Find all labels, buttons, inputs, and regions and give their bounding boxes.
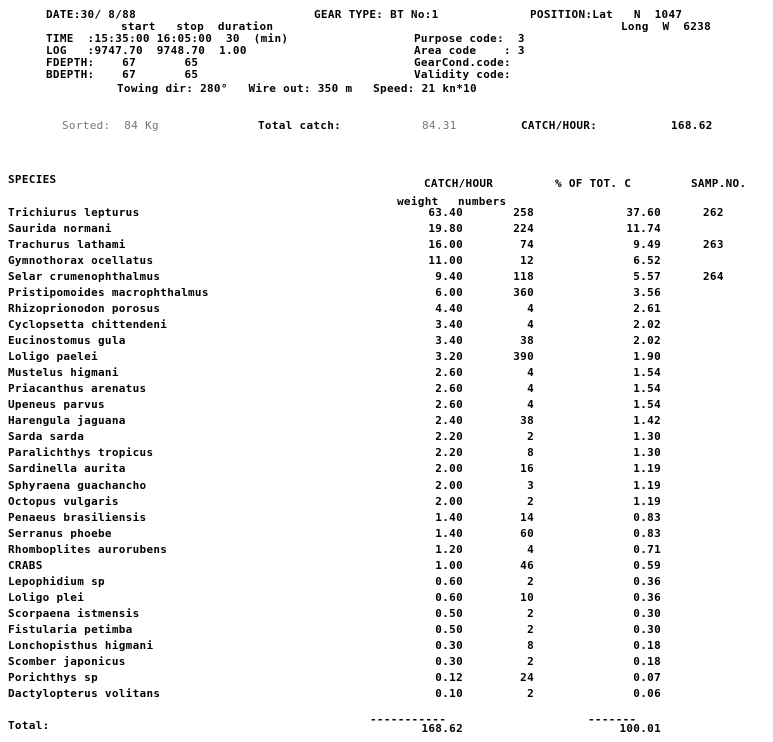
sorted-field: Sorted: 84 Kg (62, 119, 159, 132)
numbers-value: 8 (527, 446, 534, 459)
percent-value: 1.30 (633, 430, 661, 443)
percent-value: 0.06 (633, 687, 661, 700)
species-name: Trachurus lathami (8, 238, 126, 251)
weight-value: 4.40 (435, 302, 463, 315)
percent-value: 0.83 (633, 527, 661, 540)
numbers-value: 2 (527, 607, 534, 620)
numbers-value: 46 (520, 559, 534, 572)
species-name: Fistularia petimba (8, 623, 133, 636)
weight-value: 11.00 (428, 254, 463, 267)
weight-value: 0.10 (435, 687, 463, 700)
species-column-heading: SPECIES (8, 173, 57, 186)
numbers-value: 4 (527, 318, 534, 331)
weight-value: 6.00 (435, 286, 463, 299)
weight-value: 3.40 (435, 334, 463, 347)
species-name: Trichiurus lepturus (8, 206, 140, 219)
percent-value: 11.74 (626, 222, 661, 235)
species-name: Lonchopisthus higmani (8, 639, 154, 652)
weight-value: 1.40 (435, 511, 463, 524)
sample-number-heading: SAMP.NO. (691, 177, 747, 190)
catch-per-hour-heading: CATCH/HOUR (424, 177, 494, 190)
numbers-value: 16 (520, 462, 534, 475)
species-name: Paralichthys tropicus (8, 446, 154, 459)
numbers-value: 12 (520, 254, 534, 267)
log-row: LOG :9747.70 9748.70 1.00 (46, 44, 247, 57)
species-name: Pristipomoides macrophthalmus (8, 286, 209, 299)
gear-type-field: GEAR TYPE: BT No:1 (314, 8, 439, 21)
numbers-value: 2 (527, 687, 534, 700)
weight-value: 9.40 (435, 270, 463, 283)
weight-value: 1.00 (435, 559, 463, 572)
weight-value: 0.30 (435, 655, 463, 668)
weight-value: 0.60 (435, 575, 463, 588)
position-lon-field: Long W 6238 (621, 20, 711, 33)
towing-row: Towing dir: 280° Wire out: 350 m Speed: 21 kn*10 (117, 82, 477, 95)
species-name: Saurida normani (8, 222, 112, 235)
species-name: Sphyraena guachancho (8, 479, 147, 492)
weight-value: 1.40 (435, 527, 463, 540)
purpose-code-field: Purpose code: 3 (414, 32, 525, 45)
numbers-value: 2 (527, 575, 534, 588)
weight-value: 0.50 (435, 623, 463, 636)
weight-subheading: weight (397, 195, 439, 208)
species-name: Scomber japonicus (8, 655, 126, 668)
percent-value: 1.19 (633, 462, 661, 475)
weight-value: 2.60 (435, 398, 463, 411)
percent-value: 0.30 (633, 623, 661, 636)
percent-value: 1.19 (633, 495, 661, 508)
species-name: Selar crumenophthalmus (8, 270, 161, 283)
species-name: Upeneus parvus (8, 398, 105, 411)
weight-value: 3.20 (435, 350, 463, 363)
sample-number: 263 (703, 238, 724, 251)
weight-value: 2.60 (435, 366, 463, 379)
percent-value: 1.19 (633, 479, 661, 492)
position-lat-field: POSITION:Lat N 1047 (530, 8, 683, 21)
percent-value: 0.07 (633, 671, 661, 684)
numbers-value: 4 (527, 398, 534, 411)
sample-number: 262 (703, 206, 724, 219)
percent-value: 0.59 (633, 559, 661, 572)
species-name: Gymnothorax ocellatus (8, 254, 154, 267)
numbers-value: 118 (513, 270, 534, 283)
species-name: Mustelus higmani (8, 366, 119, 379)
species-name: Priacanthus arenatus (8, 382, 147, 395)
numbers-subheading: numbers (458, 195, 507, 208)
percent-value: 2.02 (633, 334, 661, 347)
species-name: Sardinella aurita (8, 462, 126, 475)
weight-value: 2.40 (435, 414, 463, 427)
total-catch-value: 84.31 (422, 119, 457, 132)
validity-code-field: Validity code: (414, 68, 511, 81)
numbers-value: 4 (527, 543, 534, 556)
total-weight-value: 168.62 (421, 722, 463, 735)
weight-value: 2.60 (435, 382, 463, 395)
weight-value: 0.30 (435, 639, 463, 652)
sample-number: 264 (703, 270, 724, 283)
percent-value: 0.83 (633, 511, 661, 524)
numbers-value: 38 (520, 414, 534, 427)
species-name: Rhizoprionodon porosus (8, 302, 161, 315)
percent-value: 0.36 (633, 575, 661, 588)
numbers-value: 2 (527, 655, 534, 668)
catch-hour-label: CATCH/HOUR: (521, 119, 598, 132)
numbers-value: 2 (527, 495, 534, 508)
percent-value: 0.71 (633, 543, 661, 556)
percent-value: 37.60 (626, 206, 661, 219)
total-catch-label: Total catch: (258, 119, 342, 132)
species-name: Eucinostomus gula (8, 334, 126, 347)
numbers-value: 4 (527, 366, 534, 379)
percent-value: 2.02 (633, 318, 661, 331)
area-code-field: Area code : 3 (414, 44, 525, 57)
species-name: Scorpaena istmensis (8, 607, 140, 620)
weight-value: 0.50 (435, 607, 463, 620)
time-column-headings: start stop duration (121, 20, 274, 33)
percent-value: 6.52 (633, 254, 661, 267)
date-field: DATE:30/ 8/88 (46, 8, 136, 21)
percent-value: 0.30 (633, 607, 661, 620)
numbers-value: 74 (520, 238, 534, 251)
species-name: Rhomboplites aurorubens (8, 543, 168, 556)
percent-value: 1.30 (633, 446, 661, 459)
species-name: Sarda sarda (8, 430, 85, 443)
species-name: Penaeus brasiliensis (8, 511, 147, 524)
numbers-value: 8 (527, 639, 534, 652)
weight-value: 3.40 (435, 318, 463, 331)
gear-condition-field: GearCond.code: (414, 56, 511, 69)
numbers-value: 390 (513, 350, 534, 363)
numbers-value: 258 (513, 206, 534, 219)
percent-value: 0.36 (633, 591, 661, 604)
numbers-value: 10 (520, 591, 534, 604)
numbers-value: 3 (527, 479, 534, 492)
numbers-value: 360 (513, 286, 534, 299)
total-label: Total: (8, 719, 50, 732)
total-percent-rule: ------- (588, 713, 637, 726)
numbers-value: 4 (527, 302, 534, 315)
total-percent-value: 100.01 (619, 722, 661, 735)
weight-value: 63.40 (428, 206, 463, 219)
percent-value: 1.54 (633, 382, 661, 395)
time-row: TIME :15:35:00 16:05:00 30 (min) (46, 32, 289, 45)
species-name: Loligo plei (8, 591, 85, 604)
species-name: Lepophidium sp (8, 575, 105, 588)
weight-value: 2.00 (435, 462, 463, 475)
numbers-value: 24 (520, 671, 534, 684)
species-name: CRABS (8, 559, 43, 572)
bdepth-row: BDEPTH: 67 65 (46, 68, 199, 81)
species-name: Dactylopterus volitans (8, 687, 161, 700)
weight-value: 2.20 (435, 430, 463, 443)
weight-value: 2.00 (435, 479, 463, 492)
percent-value: 9.49 (633, 238, 661, 251)
percent-value: 5.57 (633, 270, 661, 283)
species-name: Loligo paelei (8, 350, 98, 363)
numbers-value: 60 (520, 527, 534, 540)
numbers-value: 4 (527, 382, 534, 395)
species-name: Cyclopsetta chittendeni (8, 318, 168, 331)
species-name: Porichthys sp (8, 671, 98, 684)
total-weight-rule: ----------- (370, 713, 447, 726)
percent-value: 1.54 (633, 366, 661, 379)
weight-value: 2.00 (435, 495, 463, 508)
numbers-value: 2 (527, 430, 534, 443)
numbers-value: 2 (527, 623, 534, 636)
weight-value: 0.60 (435, 591, 463, 604)
percent-value: 0.18 (633, 639, 661, 652)
weight-value: 0.12 (435, 671, 463, 684)
percent-value: 3.56 (633, 286, 661, 299)
percent-value: 2.61 (633, 302, 661, 315)
species-name: Serranus phoebe (8, 527, 112, 540)
species-name: Harengula jaguana (8, 414, 126, 427)
weight-value: 19.80 (428, 222, 463, 235)
percent-total-heading: % OF TOT. C (555, 177, 632, 190)
weight-value: 1.20 (435, 543, 463, 556)
percent-value: 1.90 (633, 350, 661, 363)
numbers-value: 224 (513, 222, 534, 235)
weight-value: 16.00 (428, 238, 463, 251)
percent-value: 1.42 (633, 414, 661, 427)
catch-hour-value: 168.62 (671, 119, 713, 132)
numbers-value: 38 (520, 334, 534, 347)
weight-value: 2.20 (435, 446, 463, 459)
percent-value: 0.18 (633, 655, 661, 668)
numbers-value: 14 (520, 511, 534, 524)
species-name: Octopus vulgaris (8, 495, 119, 508)
fdepth-row: FDEPTH: 67 65 (46, 56, 199, 69)
percent-value: 1.54 (633, 398, 661, 411)
